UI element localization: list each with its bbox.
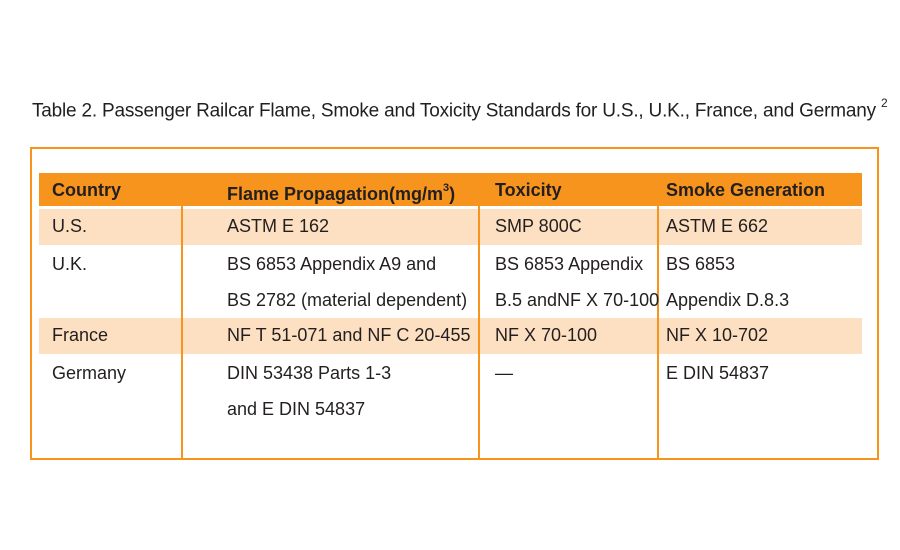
cell-flame: NF T 51-071 and NF C 20-455 [227,325,471,345]
cell-country: Germany [52,363,127,383]
header-flame-text: Flame Propagation(mg/m [227,184,444,204]
caption-text: Table 2. Passenger Railcar Flame, Smoke and Toxicity Standards for U.S., U.K., France, and Germany [32,100,876,122]
header-flame-close: ) [449,184,456,204]
cell-flame: ASTM E 162 [227,216,330,236]
column-divider [657,206,659,460]
caption-footnote: 2 [880,96,888,110]
cell-flame: and E DIN 54837 [227,399,366,419]
cell-flame: DIN 53438 Parts 1-3 [227,363,392,383]
header-country: Country [52,180,121,200]
table-caption [32,98,887,122]
cell-toxicity: SMP 800C [495,216,582,236]
header-toxicity: Toxicity [495,180,562,200]
cell-toxicity: — [495,363,513,383]
header-flame-propagation [227,179,455,205]
cell-country: France [52,325,109,345]
column-divider [478,206,480,460]
cell-smoke: NF X 10-702 [666,325,769,345]
cell-smoke: ASTM E 662 [666,216,769,236]
cell-smoke: Appendix D.8.3 [666,290,790,310]
header-flame-superscript: 3 [443,182,450,194]
cell-smoke: E DIN 54837 [666,363,770,383]
cell-country: U.S. [52,216,88,236]
cell-toxicity: BS 6853 Appendix [495,254,644,274]
cell-flame: BS 6853 Appendix A9 and [227,254,437,274]
cell-smoke: BS 6853 [666,254,736,274]
cell-toxicity: NF X 70-100 [495,325,598,345]
cell-flame: BS 2782 (material dependent) [227,290,468,310]
column-divider [181,206,183,460]
cell-country: U.K. [52,254,88,274]
header-smoke-generation: Smoke Generation [666,180,826,200]
cell-toxicity: B.5 andNF X 70-100 [495,290,660,310]
